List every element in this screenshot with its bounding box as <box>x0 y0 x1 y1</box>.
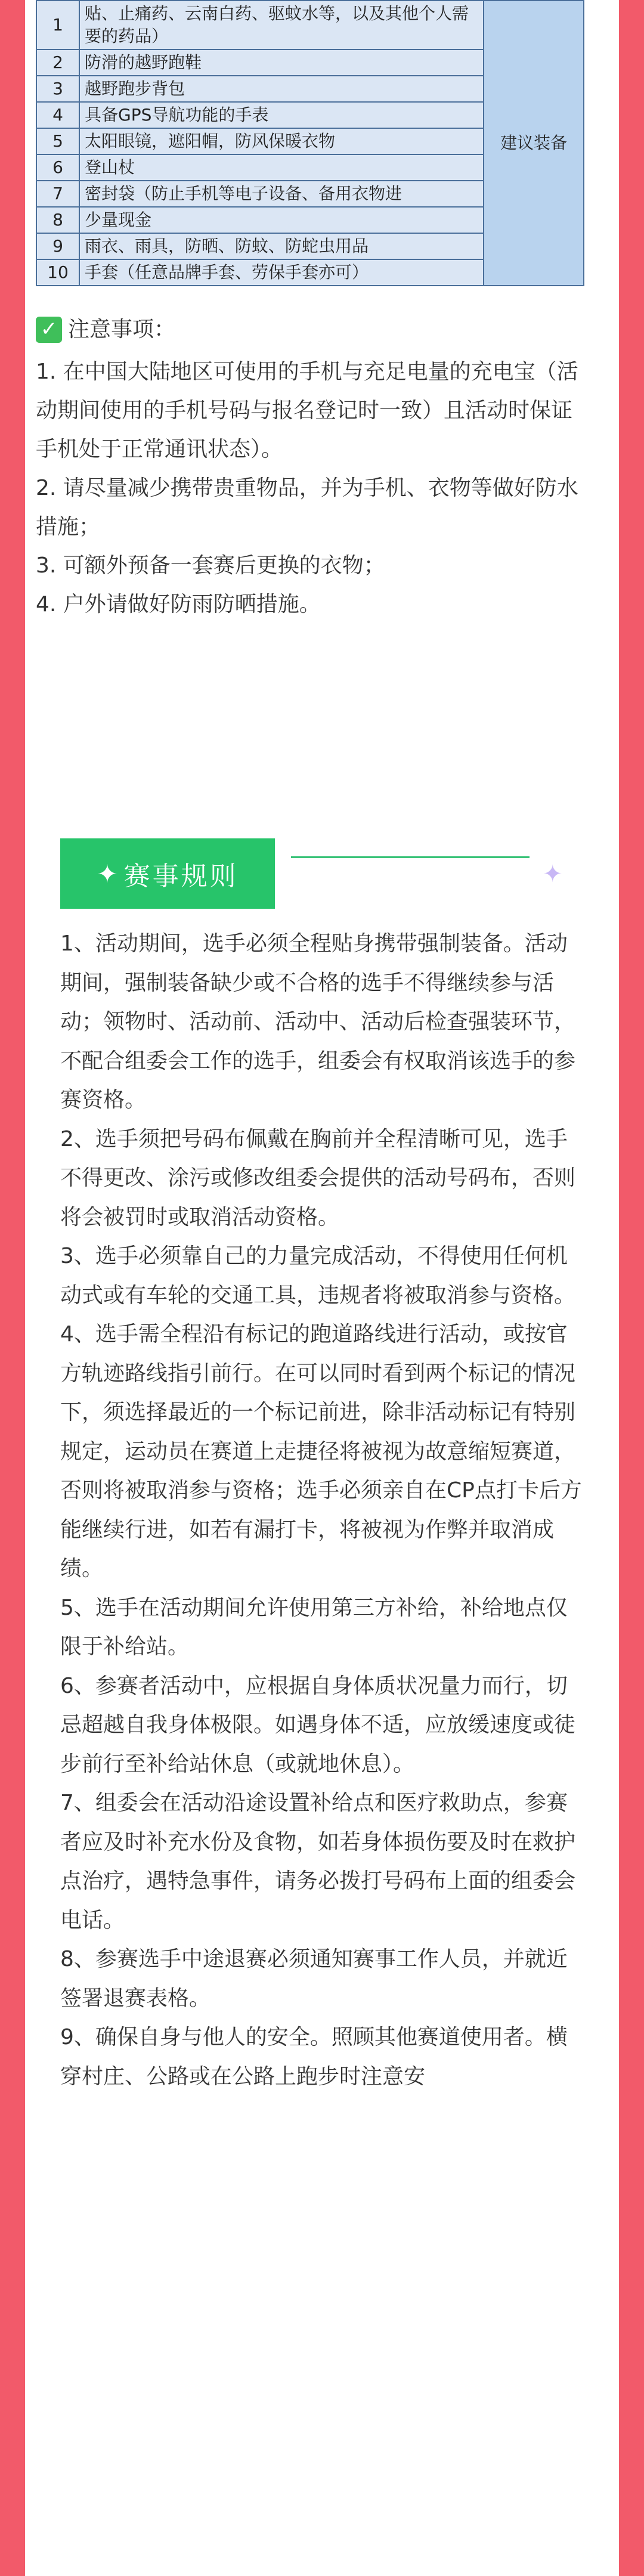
rule-item-9: 9、确保自身与他人的安全。照顾其他赛道使用者。横穿村庄、公路或在公路上跑步时注意安 <box>60 2025 568 2089</box>
equipment-table <box>36 0 584 286</box>
table-cell-number: 2 <box>36 49 79 76</box>
notes-item-2: 2. 请尽量减少携带贵重物品，并为手机、衣物等做好防水措施； <box>36 476 578 539</box>
table-cell-number: 10 <box>36 259 79 286</box>
notes-item-3: 3. 可额外预备一套赛后更换的衣物； <box>36 553 385 578</box>
notes-item-4: 4. 户外请做好防雨防晒措施。 <box>36 592 321 617</box>
table-cell-item: 雨衣、雨具，防晒、防蚊、防蛇虫用品 <box>79 233 484 259</box>
rule-item-4: 4、选手需全程沿有标记的跑道路线进行活动，或按官方轨迹路线指引前行。在可以同时看到两个标记的情况下，须选择最近的一个标记前进，除非活动标记有特别规定，运动员在赛道上走捷径将被视为故意缩短赛道，否则将被取消参与资格；选手必须亲自在CP点打卡后方能继续行进，如若有漏打卡，将被视为作弊并取消成绩。 <box>60 1322 582 1581</box>
table-cell-item: 贴、止痛药、云南白药、驱蚊水等，以及其他个人需要的药品） <box>79 1 484 49</box>
table-cell-number: 6 <box>36 154 79 181</box>
table-cell-number: 5 <box>36 128 79 154</box>
rule-item-7: 7、组委会在活动沿途设置补给点和医疗救助点，参赛者应及时补充水份及食物，如若身体损伤要及时在救护点治疗，遇特急事件，请务必拨打号码布上面的组委会电话。 <box>60 1791 576 1933</box>
rule-item-3: 3、选手必须靠自己的力量完成活动，不得使用任何机动式或有车轮的交通工具，违规者将被取消参与资格。 <box>60 1244 576 1308</box>
notes-heading: 注意事项： <box>68 317 176 342</box>
notes-item-1: 1. 在中国大陆地区可使用的手机与充足电量的充电宝（活动期间使用的手机号码与报名登记时一致）且活动时保证手机处于正常通讯状态）。 <box>36 360 578 462</box>
table-cell-number: 4 <box>36 102 79 128</box>
rule-item-8: 8、参赛选手中途退赛必须通知赛事工作人员，并就近签署退赛表格。 <box>60 1947 568 2011</box>
table-cell-number: 8 <box>36 207 79 233</box>
rule-item-1: 1、活动期间，选手必须全程贴身携带强制装备。活动期间，强制装备缺少或不合格的选手不得继续参与活动；领物时、活动前、活动中、活动后检查强装环节，不配合组委会工作的选手，组委会有权取消该选手的参赛资格。 <box>60 931 576 1112</box>
table-cell-item: 具备GPS导航功能的手表 <box>79 102 484 128</box>
decorative-star-icon: ✦ <box>543 860 563 888</box>
rule-item-6: 6、参赛者活动中，应根据自身体质状况量力而行，切忌超越自我身体极限。如遇身体不适，应放缓速度或徒步前行至补给站休息（或就地休息）。 <box>60 1673 576 1776</box>
rule-item-2: 2、选手须把号码布佩戴在胸前并全程清晰可见，选手不得更改、涂污或修改组委会提供的活动号码布，否则将会被罚时或取消活动资格。 <box>60 1126 576 1230</box>
rules-section-banner <box>60 838 275 909</box>
table-cell-number: 3 <box>36 76 79 102</box>
table-cell-item: 密封袋（防止手机等电子设备、备用衣物进 <box>79 181 484 207</box>
table-cell-number: 7 <box>36 181 79 207</box>
table-cell-number: 9 <box>36 233 79 259</box>
table-cell-item: 手套（任意品牌手套、劳保手套亦可） <box>79 259 484 286</box>
table-cell-item: 少量现金 <box>79 207 484 233</box>
notes-heading-row <box>36 310 584 349</box>
table-cell-item: 越野跑步背包 <box>79 76 484 102</box>
rules-section-title: 赛事规则 <box>123 861 239 891</box>
rule-item-5: 5、选手在活动期间允许使用第三方补给，补给地点仅限于补给站。 <box>60 1595 568 1659</box>
rules-list <box>60 924 585 2096</box>
table-cell-item: 登山杖 <box>79 154 484 181</box>
white-check-mark-icon: ✓ <box>36 317 62 343</box>
table-cell-item: 防滑的越野跑鞋 <box>79 49 484 76</box>
notes-section <box>36 310 584 624</box>
table-row <box>36 1 584 49</box>
table-cell-item: 太阳眼镜，遮阳帽，防风保暖衣物 <box>79 128 484 154</box>
table-cell-number: 1 <box>36 1 79 49</box>
sparkle-icon: ✦ <box>97 859 120 888</box>
table-cell-category: 建议装备 <box>484 1 584 286</box>
banner-divider-line <box>291 856 530 858</box>
